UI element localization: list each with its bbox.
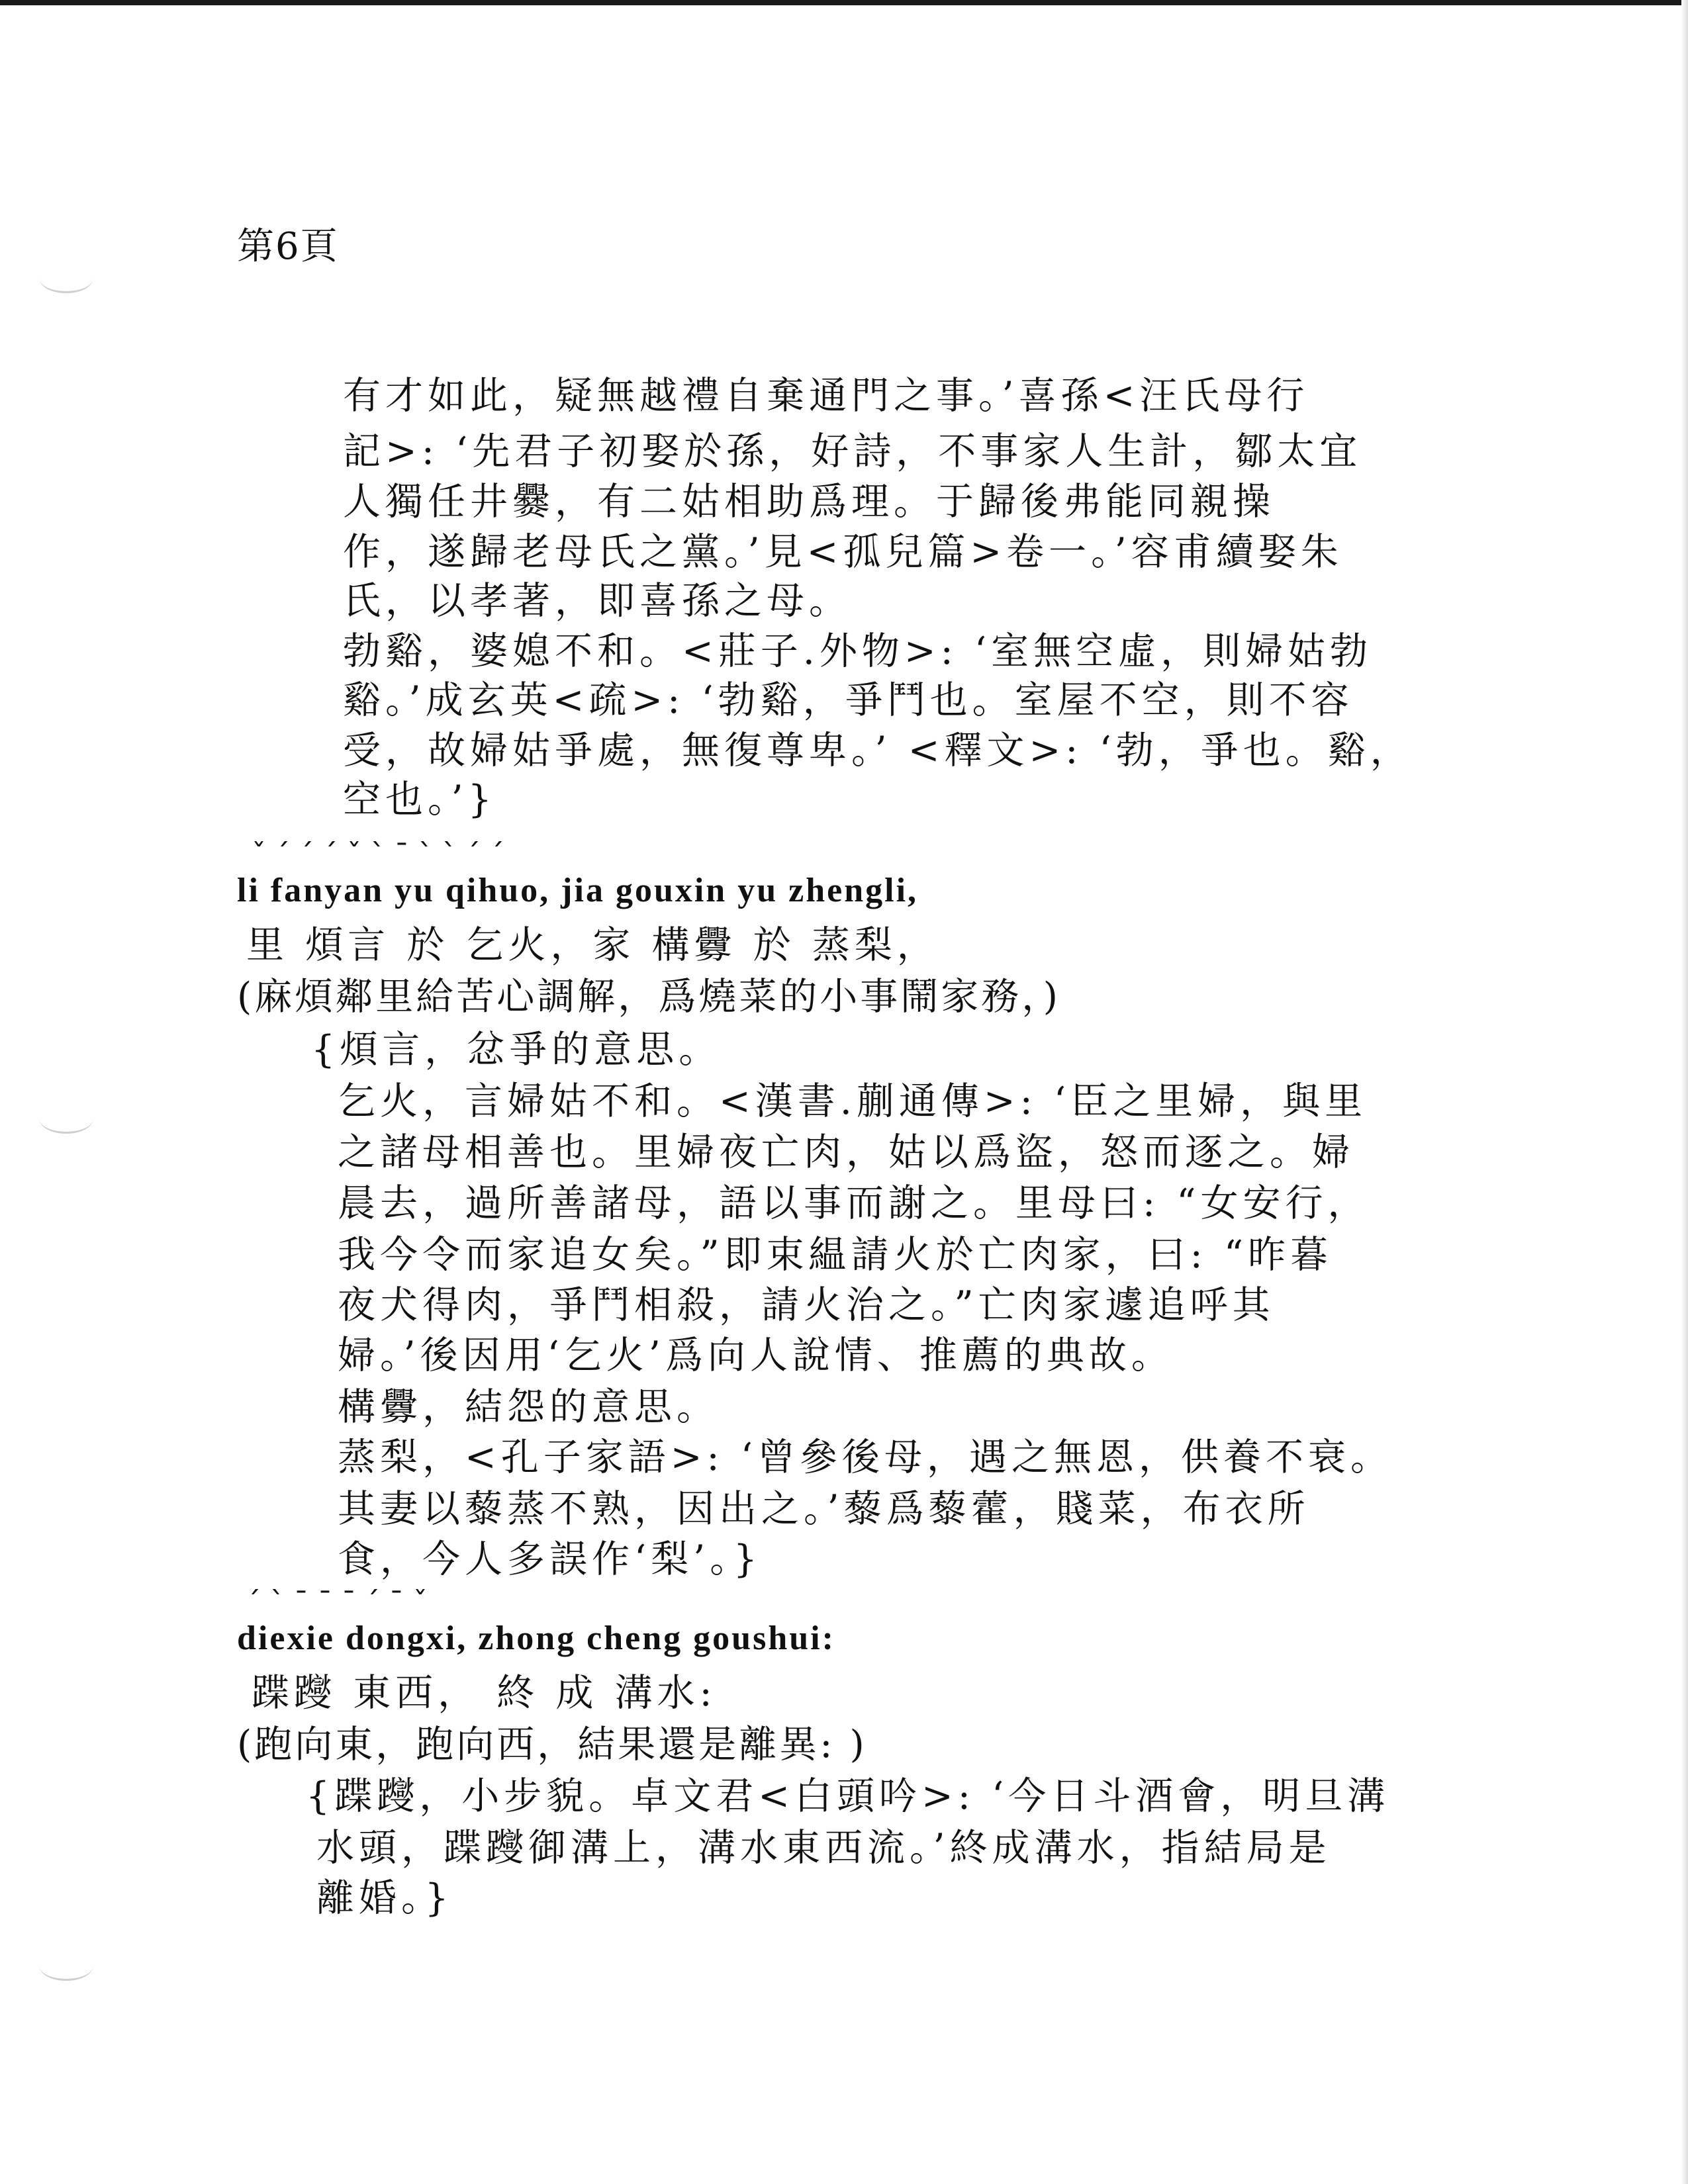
verse-line: 里 煩言 於 乞火，家 構釁 於 蒸梨，: [246, 923, 939, 967]
scan-right-edge: [1681, 0, 1688, 2184]
tone-marks: ˊ ˋ ˉ ˉ ˉ ˊ ˉ ˇ: [246, 1586, 428, 1619]
note-line: 水頭，蹀躞御溝上，溝水東西流。’終成溝水，指結局是: [316, 1826, 1331, 1870]
note-line: 食，今人多誤作‘梨’。}: [338, 1537, 763, 1581]
translation-line: (跑向東，跑向西，結果還是離異: ): [237, 1723, 867, 1766]
note-line: 夜犬得肉，爭鬥相殺，請火治之。”亡肉家遽追呼其: [338, 1283, 1275, 1327]
note-line: 婦。’後因用‘乞火’爲向人說情、推薦的典故。: [338, 1334, 1174, 1377]
translation-line: (麻煩鄰里給苦心調解，爲燒菜的小事鬧家務，): [237, 975, 1060, 1019]
note-line: 作，遂歸老母氏之黨。’見<孤兒篇>卷一。’容甫續娶朱: [343, 530, 1343, 574]
punch-hole-mark: [40, 265, 93, 293]
note-line: 谿。’成玄英<疏>: ‘勃谿，爭鬥也。室屋不空，則不容: [343, 678, 1354, 722]
note-line: 勃谿，婆媳不和。<莊子.外物>: ‘室無空虛，則婦姑勃: [343, 629, 1373, 673]
tone-marks: ˇ ˊ ˊ ˊ ˇ ˋ ˉ ˋ ˋ ˊ ˊ: [252, 838, 504, 872]
note-line: 有才如此，疑無越禮自棄通門之事。’喜孫<汪氏母行: [343, 374, 1309, 418]
pinyin-line: diexie dongxi, zhong cheng goushui:: [237, 1619, 835, 1657]
note-line: {煩言，忿爭的意思。: [311, 1028, 722, 1071]
note-line: 離婚。}: [316, 1876, 453, 1920]
note-line: 乞火，言婦姑不和。<漢書.蒯通傳>: ‘臣之里婦，與里: [338, 1079, 1368, 1123]
note-line: 晨去，過所善諸母，語以事而謝之。里母曰: “女安行，: [338, 1181, 1370, 1225]
punch-hole-mark: [40, 1952, 93, 1981]
note-line: 空也。’}: [343, 778, 496, 821]
punch-hole-mark: [40, 1105, 93, 1134]
note-line: 蒸梨，<孔子家語>: ‘曾參後母，遇之無恩，供養不衰。: [338, 1435, 1393, 1479]
page-number: 第6頁: [237, 225, 339, 268]
note-line: {蹀躞，小步貌。卓文君<白頭吟>: ‘今日斗酒會，明旦溝: [306, 1774, 1390, 1818]
note-line: 之諸母相善也。里婦夜亡肉，姑以爲盜，怒而逐之。婦: [338, 1130, 1354, 1174]
note-line: 記>: ‘先君子初娶於孫，好詩，不事家人生計，鄒太宜: [343, 430, 1362, 473]
note-line: 我今令而家追女矣。”即束緼請火於亡肉家，曰: “昨暮: [338, 1233, 1333, 1277]
note-line: 氏，以孝著，即喜孫之母。: [343, 579, 851, 623]
note-line: 人獨任井爨，有二姑相助爲理。于歸後弗能同親操: [343, 480, 1275, 523]
note-line: 受，故婦姑爭處，無復尊卑。’ <釋文>: ‘勃，爭也。谿，: [343, 729, 1413, 772]
note-line: 構釁，結怨的意思。: [338, 1385, 719, 1429]
pinyin-line: li fanyan yu qihuo, jia gouxin yu zhengli,: [237, 872, 919, 909]
note-line: 其妻以藜蒸不熟，因出之。’藜爲藜藿，賤菜，布衣所: [338, 1487, 1310, 1531]
scan-top-edge: [0, 0, 1688, 5]
verse-line: 蹀躞 東西， 終 成 溝水:: [252, 1671, 717, 1715]
